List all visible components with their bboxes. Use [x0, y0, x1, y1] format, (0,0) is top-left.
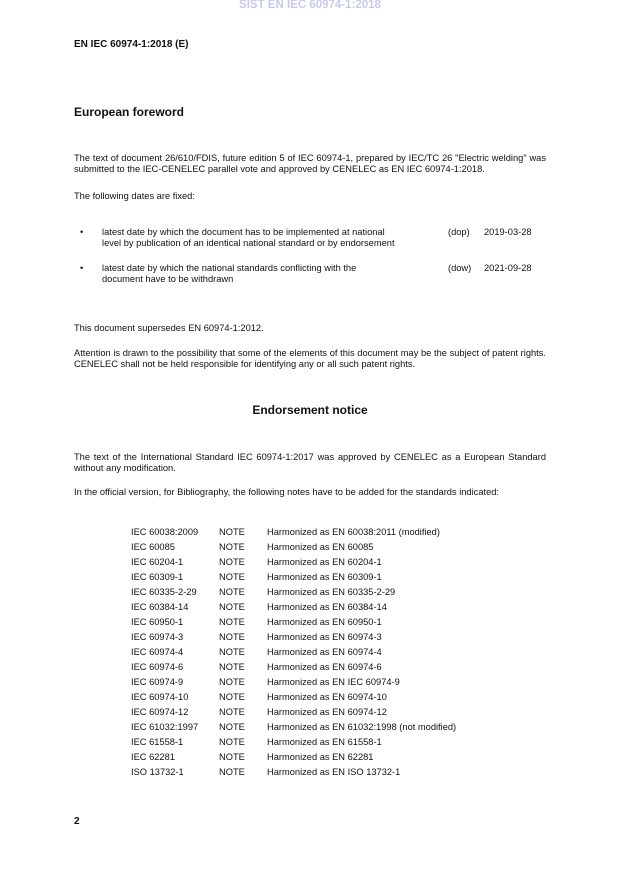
note-cell: NOTE: [219, 632, 245, 642]
note-cell: NOTE: [219, 722, 245, 732]
harmonized-cell: Harmonized as EN 60204-1: [267, 557, 382, 567]
date-code: (dop): [448, 227, 470, 237]
note-cell: NOTE: [219, 557, 245, 567]
harmonized-cell: Harmonized as EN 60974-4: [267, 647, 382, 657]
harmonized-cell: Harmonized as EN 60950-1: [267, 617, 382, 627]
date-text-line: document have to be withdrawn: [102, 274, 234, 284]
standard-cell: ISO 13732-1: [131, 767, 184, 777]
standard-cell: IEC 60038:2009: [131, 527, 199, 537]
harmonized-cell: Harmonized as EN 61032:1998 (not modified): [267, 722, 457, 732]
endorsement-title: Endorsement notice: [252, 403, 368, 417]
standard-cell: IEC 60974-3: [131, 632, 184, 642]
attention-text: Attention is drawn to the possibility that some of the elements of this document may be the subject of patent rights. CENELEC shall not be held responsible for identifying any or all such patent rights.: [74, 348, 546, 370]
endorsement-paragraph: The text of the International Standard IEC 60974-1:2017 was approved by CENELEC as a European Standard without any modification.: [74, 452, 546, 474]
harmonized-cell: Harmonized as EN 60974-12: [267, 707, 387, 717]
harmonized-cell: Harmonized as EN 60038:2011 (modified): [267, 527, 440, 537]
harmonized-cell: Harmonized as EN IEC 60974-9: [267, 677, 400, 687]
harmonized-cell: Harmonized as EN 60309-1: [267, 572, 382, 582]
standard-cell: IEC 60974-10: [131, 692, 189, 702]
note-cell: NOTE: [219, 647, 245, 657]
standard-cell: IEC 61558-1: [131, 737, 184, 747]
standard-cell: IEC 60974-6: [131, 662, 184, 672]
standard-cell: IEC 60085: [131, 542, 175, 552]
note-cell: NOTE: [219, 767, 245, 777]
dates-intro: The following dates are fixed:: [74, 191, 195, 201]
note-cell: NOTE: [219, 692, 245, 702]
standard-cell: IEC 60204-1: [131, 557, 184, 567]
standard-cell: IEC 60384-14: [131, 602, 189, 612]
harmonized-cell: Harmonized as EN 60384-14: [267, 602, 387, 612]
standard-cell: IEC 61032:1997: [131, 722, 199, 732]
note-cell: NOTE: [219, 752, 245, 762]
standard-cell: IEC 60335-2-29: [131, 587, 197, 597]
date-value: 2021-09-28: [484, 263, 532, 273]
harmonized-cell: Harmonized as EN 60974-6: [267, 662, 382, 672]
harmonized-cell: Harmonized as EN 60974-3: [267, 632, 382, 642]
document-header: EN IEC 60974-1:2018 (E): [74, 39, 189, 50]
standard-cell: IEC 60950-1: [131, 617, 184, 627]
date-value: 2019-03-28: [484, 227, 532, 237]
note-cell: NOTE: [219, 587, 245, 597]
standard-cell: IEC 62281: [131, 752, 175, 762]
date-text-line: latest date by which the national standards conflicting with the: [102, 263, 357, 273]
foreword-title: European foreword: [74, 105, 185, 119]
harmonized-cell: Harmonized as EN 61558-1: [267, 737, 382, 747]
note-cell: NOTE: [219, 707, 245, 717]
standard-cell: IEC 60974-9: [131, 677, 184, 687]
harmonized-cell: Harmonized as EN ISO 13732-1: [267, 767, 401, 777]
harmonized-cell: Harmonized as EN 60085: [267, 542, 374, 552]
watermark: SIST EN IEC 60974-1:2018: [239, 0, 381, 11]
standard-cell: IEC 60974-12: [131, 707, 189, 717]
supersedes-text: This document supersedes EN 60974-1:2012.: [74, 323, 264, 333]
foreword-paragraph: The text of document 26/610/FDIS, future edition 5 of IEC 60974-1, prepared by IEC/TC 26 "Electric welding" was submitted to the IEC-CENELEC parallel vote and approved by CENELEC as EN IEC 60974-1:2018.: [74, 153, 546, 175]
standard-cell: IEC 60309-1: [131, 572, 184, 582]
note-cell: NOTE: [219, 737, 245, 747]
date-text-line: latest date by which the document has to be implemented at national: [102, 227, 385, 237]
bibliography-paragraph: In the official version, for Bibliography, the following notes have to be added for the standards indicated:: [74, 487, 499, 497]
harmonized-cell: Harmonized as EN 60335-2-29: [267, 587, 396, 597]
standard-cell: IEC 60974-4: [131, 647, 184, 657]
note-cell: NOTE: [219, 677, 245, 687]
note-cell: NOTE: [219, 602, 245, 612]
harmonized-cell: Harmonized as EN 62281: [267, 752, 374, 762]
note-cell: NOTE: [219, 572, 245, 582]
page-number: 2: [74, 816, 80, 827]
note-cell: NOTE: [219, 542, 245, 552]
harmonized-cell: Harmonized as EN 60974-10: [267, 692, 387, 702]
bullet: •: [80, 227, 84, 237]
bullet: •: [80, 263, 84, 273]
note-cell: NOTE: [219, 527, 245, 537]
note-cell: NOTE: [219, 617, 245, 627]
note-cell: NOTE: [219, 662, 245, 672]
date-code: (dow): [448, 263, 472, 273]
date-text-line: level by publication of an identical national standard or by endorsement: [102, 238, 395, 248]
